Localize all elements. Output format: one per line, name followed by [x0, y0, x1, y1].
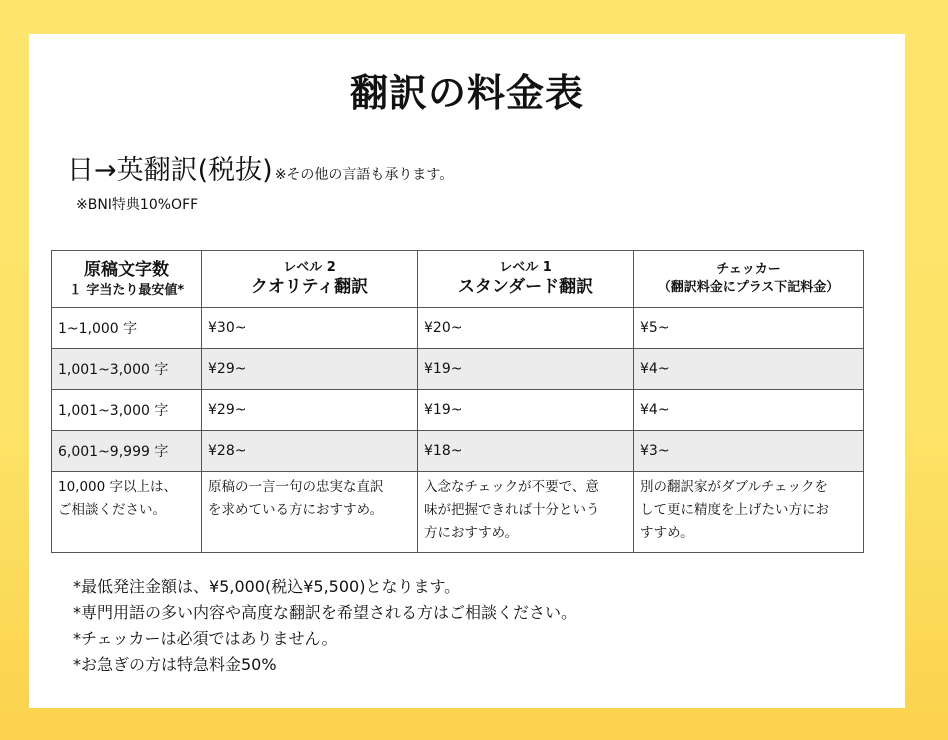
header-level2-line2: クオリティ翻訳: [250, 277, 369, 298]
header-char-count: [52, 251, 202, 308]
header-checker-line1: チェッカー: [716, 262, 781, 278]
table-cell: 1,001~3,000 字: [52, 390, 202, 431]
table-cell: ¥5~: [634, 308, 864, 349]
table-row: [52, 349, 864, 390]
table-header-row: [52, 251, 864, 308]
footnote-minimum-order: *最低発注金額は、¥5,000(税込¥5,500)となります。: [73, 577, 461, 596]
table-cell: ¥30~: [202, 308, 418, 349]
header-level2-line1: レベル 2: [283, 259, 336, 275]
price-table: [51, 250, 864, 553]
subtitle-note: ※その他の言語も承ります。: [274, 167, 454, 183]
header-level1-line1: レベル 1: [499, 259, 552, 275]
table-cell: ¥28~: [202, 431, 418, 472]
footnote-consultation: *専門用語の多い内容や高度な翻訳を希望される方はご相談ください。: [73, 603, 578, 622]
description-cell-volume: [52, 472, 202, 553]
table-cell: ¥29~: [202, 390, 418, 431]
description-line: 原稿の一言一句の忠実な直訳: [208, 479, 384, 495]
table-cell: ¥19~: [418, 390, 634, 431]
page-title: 翻訳の料金表: [349, 71, 584, 115]
price-sheet-card: [29, 34, 905, 708]
description-line: ご相談ください。: [58, 502, 166, 518]
description-line: して更に精度を上げたい方にお: [640, 502, 829, 518]
description-line: 10,000 字以上は、: [58, 479, 178, 495]
header-char-count-line2: １ 字当たり最安値*: [68, 282, 185, 298]
subtitle-main: 日→英翻訳(税抜): [67, 155, 273, 186]
discount-note: ※BNI特典10%OFF: [76, 197, 199, 213]
description-line: 味が把握できれば十分という: [424, 502, 600, 518]
description-line: 別の翻訳家がダブルチェックを: [640, 479, 829, 495]
header-level2: [202, 251, 418, 308]
header-level1: [418, 251, 634, 308]
table-row-description: [52, 472, 864, 553]
table-cell: ¥18~: [418, 431, 634, 472]
footnote-rush-fee: *お急ぎの方は特急料金50%: [73, 655, 277, 674]
description-cell-level2: [202, 472, 418, 553]
header-checker: [634, 251, 864, 308]
description-line: 方におすすめ。: [424, 525, 519, 541]
header-char-count-line1: 原稿文字数: [84, 259, 169, 280]
description-line: 入念なチェックが不要で、意: [424, 479, 599, 495]
description-cell-checker: [634, 472, 864, 553]
table-cell: 1,001~3,000 字: [52, 349, 202, 390]
subtitle-row: [67, 148, 453, 187]
table-cell: ¥4~: [634, 349, 864, 390]
table-row: [52, 431, 864, 472]
header-checker-line2: （翻訳料金にプラス下記料金）: [657, 280, 840, 295]
table-cell: ¥3~: [634, 431, 864, 472]
table-cell: 6,001~9,999 字: [52, 431, 202, 472]
description-cell-level1: [418, 472, 634, 553]
table-cell: ¥20~: [418, 308, 634, 349]
table-cell: 1~1,000 字: [52, 308, 202, 349]
description-line: すすめ。: [640, 525, 694, 541]
description-line: を求めている方におすすめ。: [208, 502, 384, 518]
footnotes: [73, 574, 577, 678]
table-row: [52, 390, 864, 431]
header-level1-line2: スタンダード翻訳: [457, 277, 594, 298]
table-cell: ¥19~: [418, 349, 634, 390]
table-row: [52, 308, 864, 349]
table-cell: ¥4~: [634, 390, 864, 431]
footnote-checker-optional: *チェッカーは必須ではありません。: [73, 629, 338, 648]
table-cell: ¥29~: [202, 349, 418, 390]
